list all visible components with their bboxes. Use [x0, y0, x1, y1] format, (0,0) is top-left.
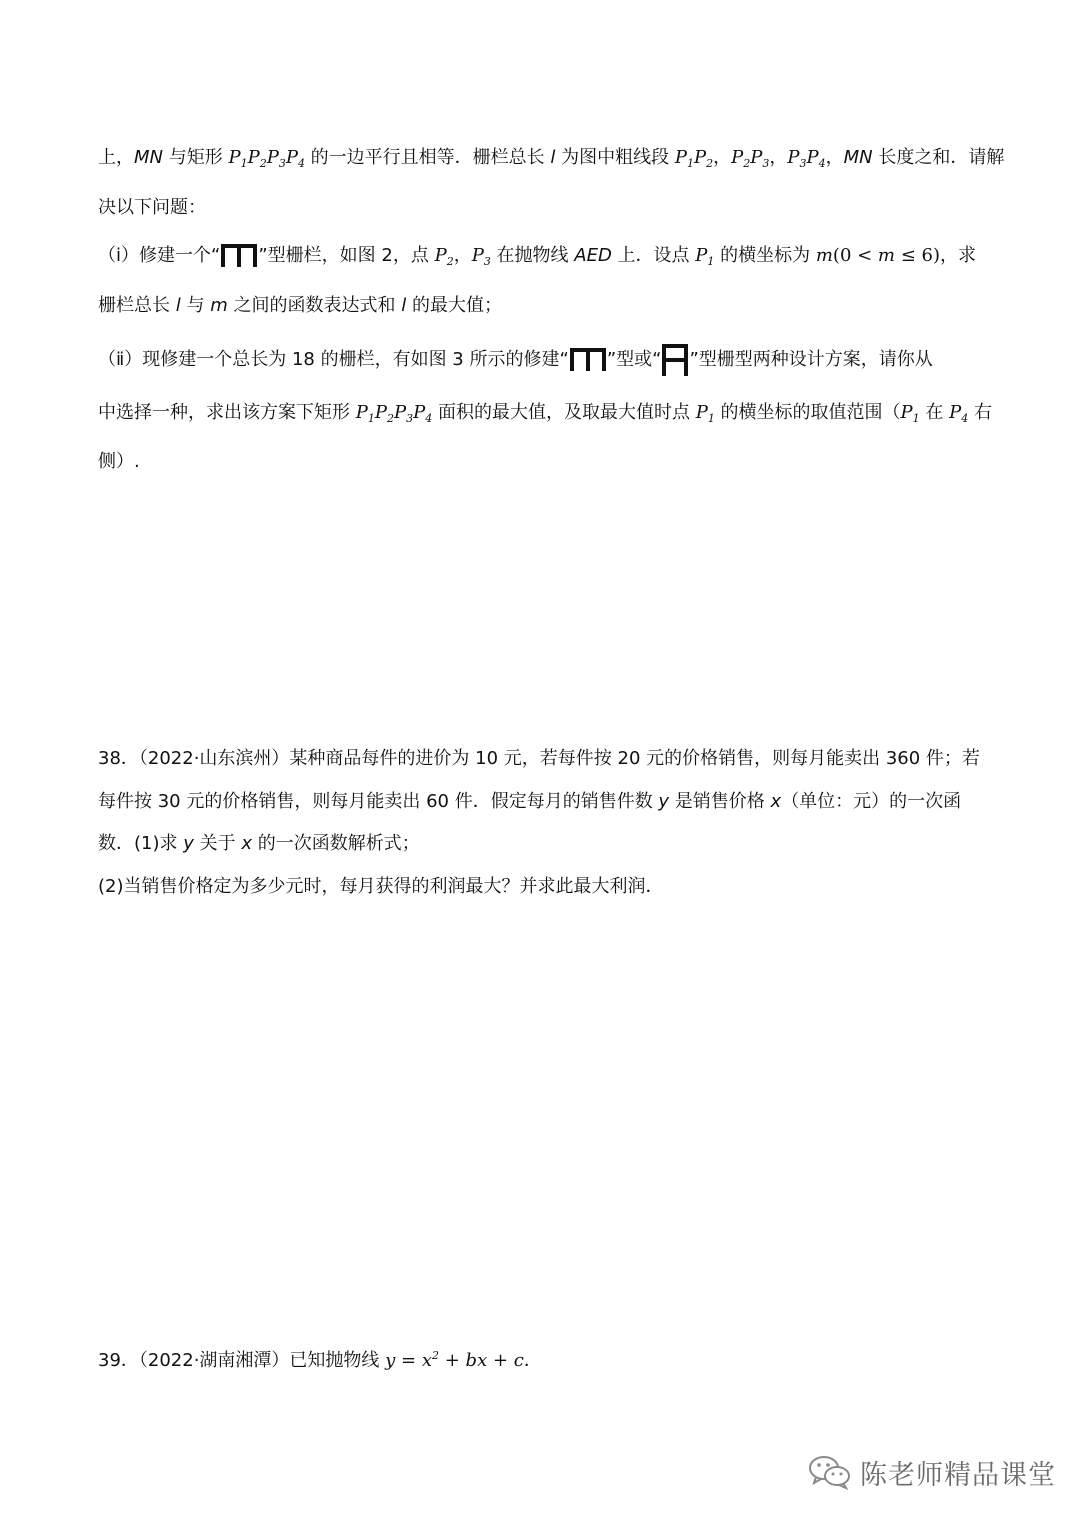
- point-p2: $P_2$: [434, 245, 454, 268]
- fence-a-shape-icon: [661, 342, 689, 378]
- parabola-equation: $y = x^2$ + bx + c: [385, 1349, 524, 1371]
- fence-m-shape-icon: [220, 243, 258, 269]
- point-p4: $P_4$: [949, 402, 969, 425]
- p37-line-3: （ⅰ）修建一个“ ”型栅栏，如图 2，点 $P_2$，$P_3$ 在抛物线 AED 上．设点 $P_1$ 的横坐标为 m(0 < m ≤ 6)，求: [98, 245, 976, 268]
- p38-line-1: 38．（2022·山东滨州）某种商品每件的进价为 10 元，若每件按 20 元的价格销售，则每月能卖出 360 件；若: [98, 748, 980, 769]
- point-p3: $P_3$: [471, 245, 491, 268]
- p37-line-4: 栅栏总长 l 与 m 之间的函数表达式和 l 的最大值；: [98, 295, 502, 316]
- watermark: [808, 1452, 1056, 1492]
- wechat-icon: [808, 1454, 852, 1490]
- p38-line-4: (2)当销售价格定为多少元时，每月获得的利润最大？并求此最大利润．: [98, 876, 664, 897]
- p38-line-2: 每件按 30 元的价格销售，则每月能卖出 60 件．假定每月的销售件数 y 是销售价格 x（单位：元）的一次函: [98, 791, 962, 812]
- seg-p1p2: $P_1P_2$: [674, 147, 714, 170]
- p38-line-3: 数．(1)求 y 关于 x 的一次函数解析式；: [98, 833, 420, 854]
- seg-p3p4: $P_3P_4$: [787, 147, 826, 170]
- p37-line-6: 中选择一种，求出该方案下矩形 $P_1P_2P_3P_4$ 面积的最大值，及取最大值时点 $P_1$ 的横坐标的取值范围（$P_1$ 在 $P_4$ 右: [98, 402, 992, 425]
- point-p1: $P_1$: [695, 402, 715, 425]
- p37-line-7: 侧）.: [98, 451, 140, 472]
- rect-p1p2p3p4: $P_1P_2P_3P_4$: [228, 147, 305, 170]
- p37-line-2: 决以下问题：: [98, 197, 206, 218]
- point-p1: $P_1$: [900, 402, 920, 425]
- p37-line-5: （ⅱ）现修建一个总长为 18 的栅栏，有如图 3 所示的修建“ ”型或“ ”型栅型两种设计方案，请你从: [98, 342, 933, 378]
- rect-p1p2p3p4: $P_1P_2P_3P_4$: [355, 402, 433, 425]
- point-p1: $P_1$: [695, 245, 715, 268]
- watermark-text: 陈老师精品课堂: [860, 1459, 1056, 1491]
- seg-p2p3: $P_2P_3$: [731, 147, 770, 170]
- fence-m-shape-icon: [569, 347, 607, 373]
- p37-line-1: 上，MN 与矩形 $P_1P_2P_3P_4$ 的一边平行且相等．栅栏总长 l 为图中粗线段 $P_1P_2$，$P_2P_3$，$P_3P_4$，MN 长度之和．请解: [98, 147, 1005, 170]
- p39-line-1: 39．（2022·湖南湘潭）已知抛物线 $y = x^2$ + bx + c．: [98, 1349, 542, 1371]
